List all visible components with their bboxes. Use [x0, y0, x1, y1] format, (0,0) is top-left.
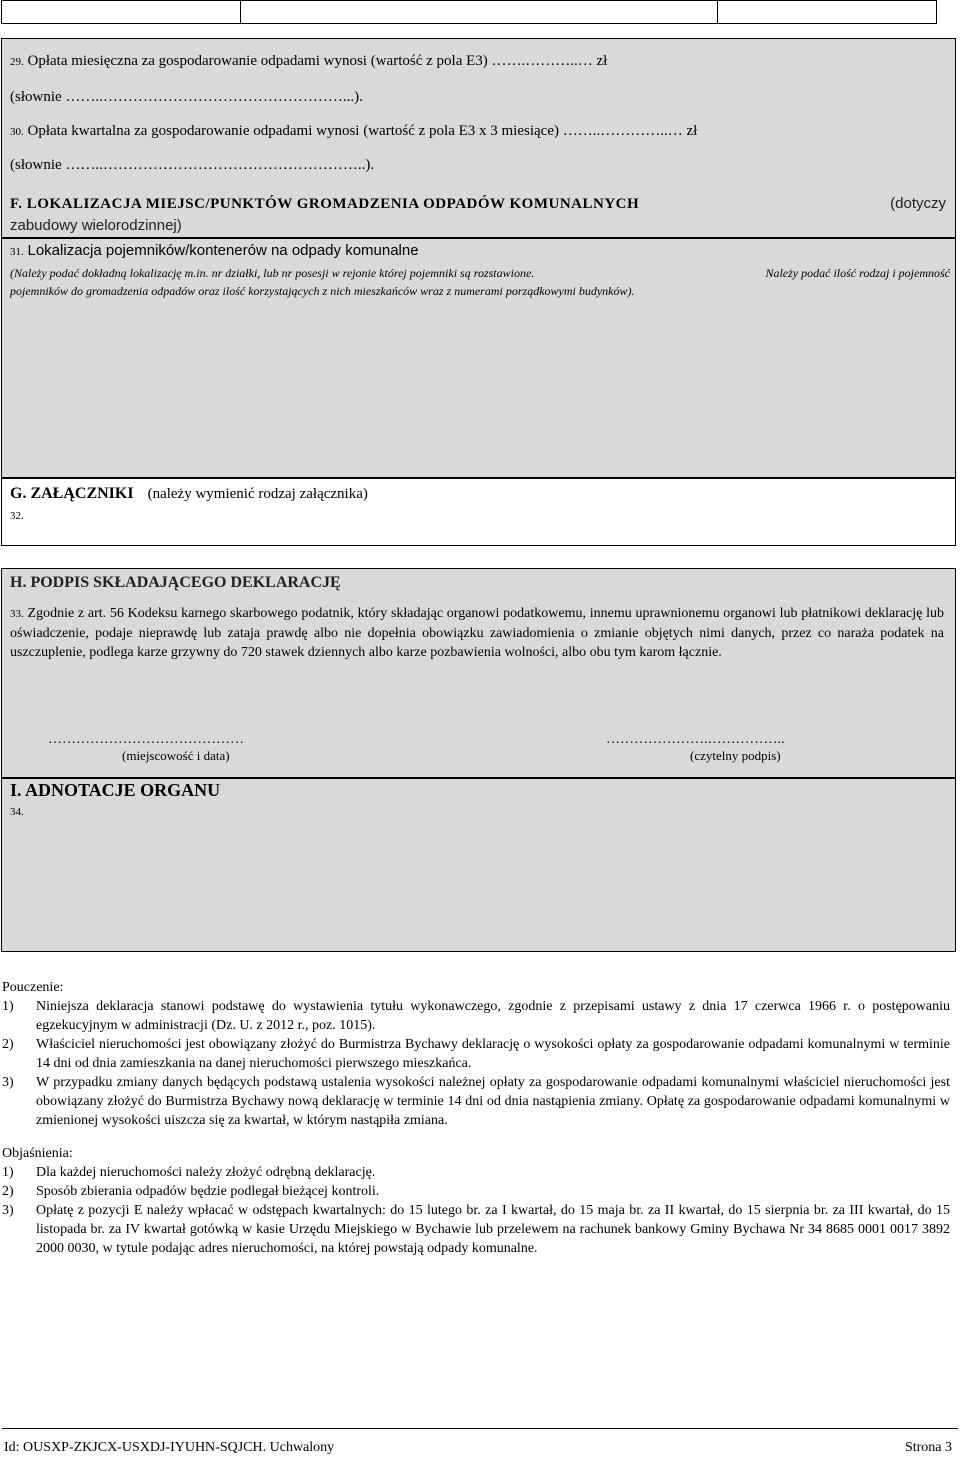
objasnienia-section — [2, 1144, 950, 1258]
list-item — [2, 1182, 950, 1201]
list-item-text: Właściciel nieruchomości jest obowiązany złożyć do Burmistrza Bychawy deklarację o wysokości opłaty za gospodarowanie odpadami komunalnymi w terminie 14 dni od dnia zamieszkania na danej nieruchomości pierwszego mieszkańca. — [36, 1037, 950, 1071]
signature-dots-left[interactable]: …………………………………… — [48, 732, 244, 747]
section-i-heading: I. ADNOTACJE ORGANU — [10, 780, 221, 800]
section-g-sub: (należy wymienić rodzaj załącznika) — [147, 486, 368, 502]
section-f-suffix: (dotyczy — [890, 195, 946, 212]
footer-page: Strona 3 — [904, 1440, 952, 1455]
list-item-text: W przypadku zmiany danych będących podstawą ustalenia wysokości należnej opłaty za gospodarowanie odpadami komunalnymi właściciel nieruchomości jest obowiązany złożyć do Burmistrza Bychawy nową deklarację w terminie 14 dni od dnia nastąpienia zmiany. Opłatę za gospodarowanie odpadami komunalnymi w zmienionej wysokości uiszcza się za kwartał, w którym nastąpiła zmiana. — [36, 1075, 950, 1128]
section-f-title: F. LOKALIZACJA MIEJSC/PUNKTÓW GROMADZENIA ODPADÓW KOMUNALNYCH — [10, 196, 640, 212]
list-item-number: 3) — [2, 1075, 14, 1090]
section-i — [1, 778, 956, 952]
signature-label-left: (miejscowość i data) — [122, 748, 230, 763]
list-item-number: 3) — [2, 1203, 14, 1218]
list-item-number: 1) — [2, 1165, 14, 1180]
item29-words: (słownie ……..…………………………………………...). — [10, 89, 363, 105]
list-item-text: Opłatę z pozycji E należy wpłacać w odstępach kwartalnych: do 15 lutego br. za I kwartał, do 15 maja br. za II kwartał, do 15 sierpnia br. za III kwartał, do 15 listopada br. za IV kwartał gotówką w kasie Urzędu Miejskiego w Bychawie lub przelewem na rachunek bankowy Gminy Bychawa Nr 34 8685 0001 0017 3892 2000 0030, w tytule podając adres nieruchomości, na której powstają odpady komunalne. — [36, 1203, 950, 1256]
item31-number: 31. — [10, 246, 24, 258]
list-item — [2, 1073, 950, 1130]
top-row-cell-2 — [240, 0, 718, 24]
item30-words: (słownie ……..……………………………………………..). — [10, 157, 375, 173]
pouczenie-section — [2, 978, 950, 1130]
item32-number: 32. — [10, 510, 24, 522]
item29-text: Opłata miesięczna za gospodarowanie odpadami wynosi (wartość z pola E3) …….………..… zł — [27, 53, 608, 69]
list-item — [2, 1163, 950, 1182]
footer-divider — [2, 1428, 958, 1429]
section-f-heading — [10, 193, 946, 215]
item31-note-a: (Należy podać dokładną lokalizację m.in. nr działki, lub nr posesji w rejonie której pojemniki są rozstawione. — [10, 266, 535, 280]
signature-dots-right[interactable]: ………………….…………….. — [606, 732, 785, 747]
list-item — [2, 997, 950, 1035]
section-f-heading-line2: zabudowy wielorodzinnej) — [10, 217, 182, 234]
item31-label-row — [10, 240, 419, 263]
list-item-number: 2) — [2, 1184, 14, 1199]
item31-note-line1 — [10, 264, 950, 282]
list-item-text: Dla każdej nieruchomości należy złożyć odrębną deklarację. — [36, 1165, 376, 1180]
signature-label-right: (czytelny podpis) — [690, 748, 781, 763]
item30-line1 — [10, 120, 950, 143]
section-g-title: G. ZAŁĄCZNIKI — [10, 485, 134, 502]
section-g-heading — [10, 485, 368, 503]
list-item-number: 2) — [2, 1037, 14, 1052]
item31-note-b: Należy podać ilość rodzaj i pojemność — [765, 266, 950, 280]
list-item — [2, 1201, 950, 1258]
item29-line1 — [10, 50, 950, 73]
item33-statement — [10, 604, 944, 662]
footer-id: Id: OUSXP-ZKJCX-USXDJ-IYUHN-SQJCH. Uchwalony — [4, 1440, 335, 1455]
list-item-text: Sposób zbierania odpadów będzie podlegał bieżącej kontroli. — [36, 1184, 380, 1199]
item30-number: 30. — [10, 126, 24, 138]
item30-text: Opłata kwartalna za gospodarowanie odpadami wynosi (wartość z pola E3 x 3 miesiące) ……..…………..… zł — [27, 123, 698, 139]
item34-number: 34. — [10, 806, 24, 818]
section-h-heading: H. PODPIS SKŁADAJĄCEGO DEKLARACJĘ — [10, 574, 341, 591]
item29-number: 29. — [10, 56, 24, 68]
item33-number: 33. — [10, 608, 24, 620]
item33-text: Zgodnie z art. 56 Kodeksu karnego skarbowego podatnik, który składając organowi podatkowemu, innemu uprawnionemu organowi lub płatnikowi deklarację lub oświadczenie, podaje nieprawdę lub zataja prawdę albo nie dopełnia obowiązku zawiadomienia o zmianie objętych nimi danych, przez co naraża podatek na uszczuplenie, podlega karze grzywny do 720 stawek dziennych albo karze pozbawienia wolności, albo obu tym karom łącznie. — [10, 606, 945, 660]
objasnienia-title: Objaśnienia: — [2, 1146, 73, 1161]
top-row-cell-1 — [1, 0, 241, 24]
list-item — [2, 1035, 950, 1073]
list-item-text: Niniejsza deklaracja stanowi podstawę do wystawienia tytułu wykonawczego, zgodnie z przepisami ustawy z dnia 17 czerwca 1966 r. o postępowaniu egzekucyjnym w administracji (Dz. U. z 2012 r., poz. 1015). — [36, 999, 950, 1033]
item31-note-line2: pojemników do gromadzenia odpadów oraz ilość korzystających z nich mieszkańców wraz z numerami porządkowymi budynków). — [10, 284, 635, 298]
list-item-number: 1) — [2, 999, 14, 1014]
top-row-cell-3 — [717, 0, 937, 24]
item31-label: Lokalizacja pojemników/kontenerów na odpady komunalne — [27, 242, 419, 259]
pouczenie-title: Pouczenie: — [2, 980, 64, 995]
